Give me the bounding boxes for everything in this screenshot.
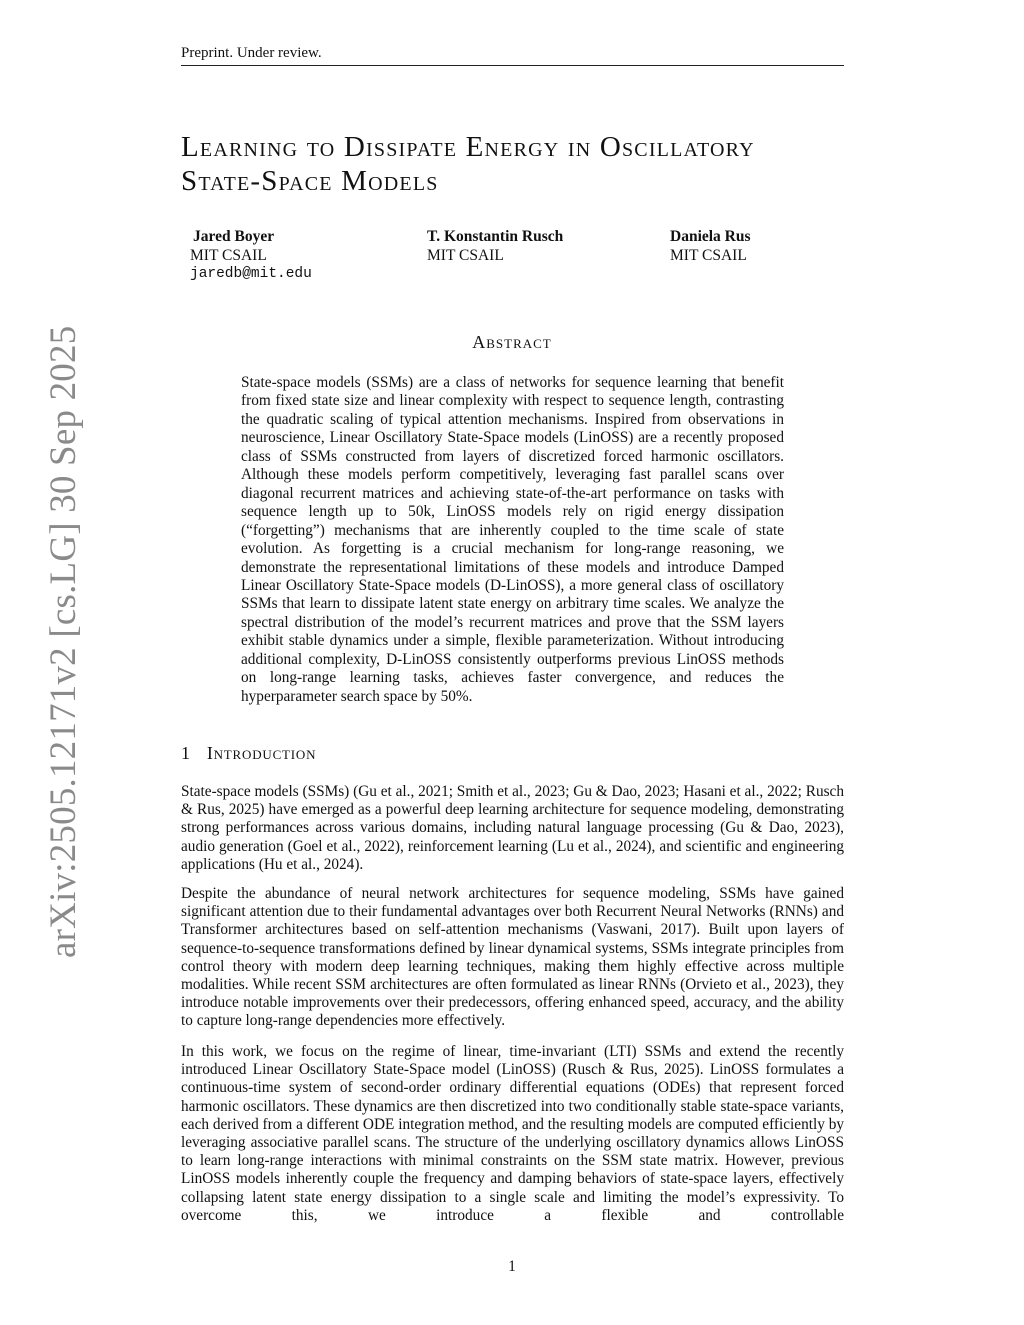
title-line-2: State-Space Models — [181, 165, 439, 197]
abstract-text: State-space models (SSMs) are a class of networks for sequence learning that benefit from fixed state size and linear complexity with respect to sequence length, contrasting the quadratic scaling of typical attention mechanisms. Inspired from observations in neuroscience, Linear Oscillatory State-Space models (LinOSS) are a recently proposed class of SSMs constructed from layers of discretized forced harmonic oscillators. Although these models perform competitively, leveraging fast parallel scans over diagonal recurrent matrices and achieving state-of-the-art performance on tasks with sequence length up to 50k, LinOSS models rely on rigid energy dissipation (“forgetting”) mechanisms that are inherently coupled to the time scale of state evolution. As forgetting is a crucial mechanism for long-range reasoning, we demonstrate the representational limitations of these models and introduce Damped Linear Oscillatory State-Space models (D-LinOSS), a more general class of oscillatory SSMs that learn to dissipate latent state energy on arbitrary time scales. We analyze the spectral distribution of the model’s recurrent matrices and prove that the SSM layers exhibit stable dynamics under a simple, flexible parameterization. Without introducing additional complexity, D-LinOSS consistently outperforms previous LinOSS methods on long-range learning tasks, achieves faster convergence, and reduces the hyperparameter search space by 50%. — [241, 374, 784, 705]
abstract-heading: Abstract — [472, 332, 552, 352]
page-number: 1 — [508, 1258, 516, 1275]
intro-paragraph-2: Despite the abundance of neural network architectures for sequence modeling, SSMs have gained significant attention due to their fundamental advantages over both Recurrent Neural Networks (RNNs) and Transformer architectures based on self-attention mechanisms (Vaswani, 2017). Built upon layers of sequence-to-sequence transformations defined by linear dynamical systems, SSMs integrate principles from control theory with modern deep learning techniques, making them highly effective across multiple modalities. While recent SSM architectures are often formulated as linear RNNs (Orvieto et al., 2023), they introduce notable improvements over their predecessors, offering enhanced speed, accuracy, and the ability to capture long-range dependencies more effectively. — [181, 885, 844, 1030]
author-name: Jared Boyer — [193, 228, 275, 245]
author-email: jaredb@mit.edu — [190, 266, 312, 282]
section-title: Introduction — [206, 743, 317, 763]
author-affiliation: MIT CSAIL — [190, 247, 267, 264]
author-block-1 — [190, 227, 312, 284]
intro-paragraph-1: State-space models (SSMs) (Gu et al., 2021; Smith et al., 2023; Gu & Dao, 2023; Hasani et al., 2022; Rusch & Rus, 2025) have emerged as a powerful deep learning architecture for sequence modeling, demonstrating strong performances across various domains, including natural language processing (Gu & Dao, 2023), audio generation (Goel et al., 2022), reinforcement learning (Lu et al., 2024), and scientific and engineering applications (Hu et al., 2024). — [181, 783, 844, 873]
section-heading-introduction — [181, 742, 316, 764]
paper-title — [181, 130, 861, 198]
author-affiliation: MIT CSAIL — [670, 247, 747, 264]
author-name: T. Konstantin Rusch — [427, 228, 564, 245]
intro-paragraph-3: In this work, we focus on the regime of linear, time-invariant (LTI) SSMs and extend the recently introduced Linear Oscillatory State-Space model (LinOSS) (Rusch & Rus, 2025). LinOSS formulates a continuous-time system of second-order ordinary differential equations (ODEs) that represent forced harmonic oscillators. These dynamics are then discretized into two conditionally stable state-space variants, each derived from a different ODE integration method, and the resulting models are computed efficiently by leveraging associative parallel scans. The structure of the underlying oscillatory dynamics allows LinOSS to learn long-range interactions with minimal constraints on the SSM state matrix. However, previous LinOSS models inherently couple the frequency and damping behaviors of state-space layers, effectively collapsing latent state energy dissipation to a single scale and limiting the model’s expressivity. To overcome this, we introduce a flexible and controllable — [181, 1043, 844, 1224]
running-header: Preprint. Under review. — [181, 45, 322, 61]
arxiv-identifier-stamp: arXiv:2505.12171v2 [cs.LG] 30 Sep 2025 — [43, 325, 84, 958]
section-number: 1 — [181, 743, 191, 763]
author-block-3 — [670, 227, 751, 265]
author-name: Daniela Rus — [670, 228, 751, 245]
title-line-1: Learning to Dissipate Energy in Oscillatory — [181, 131, 755, 163]
author-block-2 — [427, 227, 563, 265]
header-rule — [181, 65, 844, 66]
author-affiliation: MIT CSAIL — [427, 247, 504, 264]
